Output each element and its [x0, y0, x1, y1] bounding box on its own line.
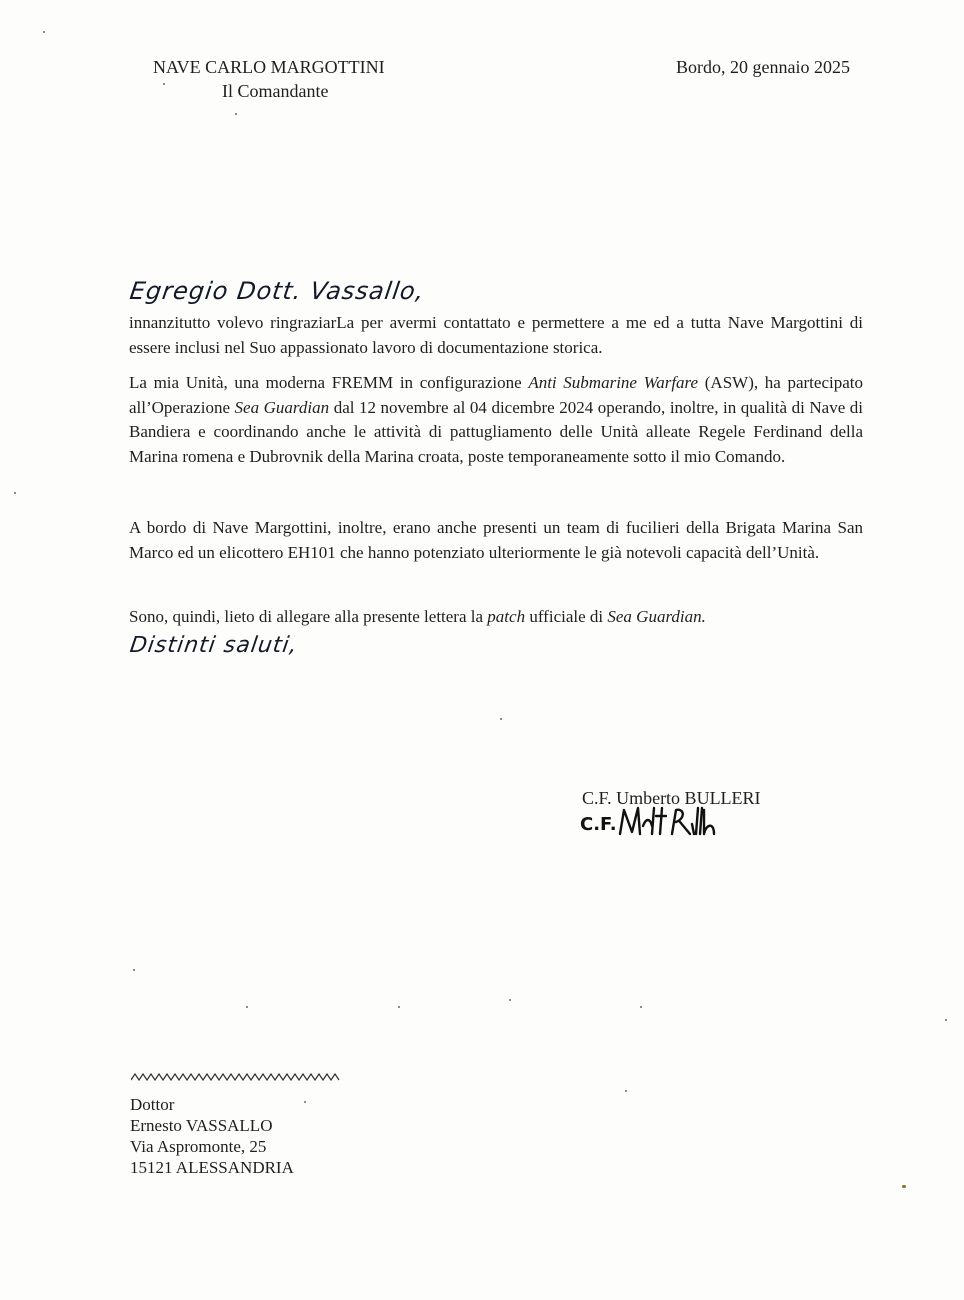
- paragraph-operation-sea-guardian: Sea Guardian: [234, 397, 330, 417]
- signature-rank: C.F.: [580, 814, 617, 835]
- recipient-city: 15121 ALESSANDRIA: [130, 1158, 294, 1177]
- paragraph-patch: [129, 605, 863, 630]
- sender-ship-name: NAVE CARLO MARGOTTINI: [153, 57, 385, 77]
- scan-speck: [625, 1090, 627, 1092]
- sender-role: Il Comandante: [222, 81, 329, 101]
- paragraph-patch-word: patch: [487, 607, 526, 626]
- scan-speck: [246, 1006, 248, 1008]
- recipient-name: Ernesto VASSALLO: [130, 1116, 273, 1135]
- paragraph-thanks: innanzitutto volevo ringraziarLa per avermi contattato e permettere a me ed a tutta Nave Margottini di essere inclusi nel Suo appassionato lavoro di documentazione storica.: [129, 313, 863, 357]
- paragraph-patch-text-c: ufficiale di: [525, 607, 608, 626]
- handwritten-salutation: Egregio Dott. Vassallo,: [128, 277, 427, 305]
- scan-speck: [235, 113, 237, 115]
- scan-speck: [902, 1185, 906, 1188]
- scan-speck: [14, 492, 16, 494]
- scan-speck: [398, 1006, 400, 1008]
- scan-speck: [304, 1101, 306, 1103]
- handwritten-signature-icon: [580, 804, 730, 840]
- scan-speck: [640, 1006, 642, 1008]
- paragraph-operation: [129, 371, 863, 469]
- scan-speck: [133, 969, 135, 971]
- recipient-street: Via Aspromonte, 25: [130, 1137, 267, 1156]
- scan-speck: [163, 83, 165, 85]
- place-date: Bordo, 20 gennaio 2025: [676, 57, 850, 77]
- handwritten-closing: Distinti saluti,: [128, 633, 300, 658]
- paragraph-operation-text-a: La mia Unità, una moderna FREMM in configurazione: [129, 373, 529, 392]
- paragraph-operation-text-e: dal 12 novembre al 04 dicembre 2024 operando, inoltre, in qualità di Nave di Bandiera e coordinando anche le attività di pattugliamento delle Unità alleate Regele Ferdinand della Marina romena e Dubrovnik della Marina croata, poste temporaneamente sotto il mio Comando.: [129, 397, 864, 466]
- paragraph-operation-text-c: (ASW), ha partecipato all’Operazione: [129, 373, 863, 417]
- scan-speck: [500, 718, 502, 720]
- scan-speck: [945, 1019, 947, 1021]
- recipient-title: Dottor: [130, 1095, 175, 1114]
- signer-typed-name: C.F. Umberto BULLERI: [582, 788, 761, 808]
- paragraph-patch-sea-guardian: Sea Guardian.: [607, 607, 706, 626]
- zigzag-divider-icon: [131, 1070, 341, 1084]
- paragraph-operation-asw: Anti Submarine Warfare: [528, 373, 699, 392]
- paragraph-patch-text-a: Sono, quindi, lieto di allegare alla presente lettera la: [129, 607, 488, 626]
- scan-speck: [43, 31, 45, 33]
- scan-speck: [509, 999, 511, 1001]
- paragraph-embarked-units: A bordo di Nave Margottini, inoltre, erano anche presenti un team di fucilieri della Brigata Marina San Marco ed un elicottero EH101 che hanno potenziato ulteriormente le già notevoli capacità dell’Unità.: [129, 518, 863, 562]
